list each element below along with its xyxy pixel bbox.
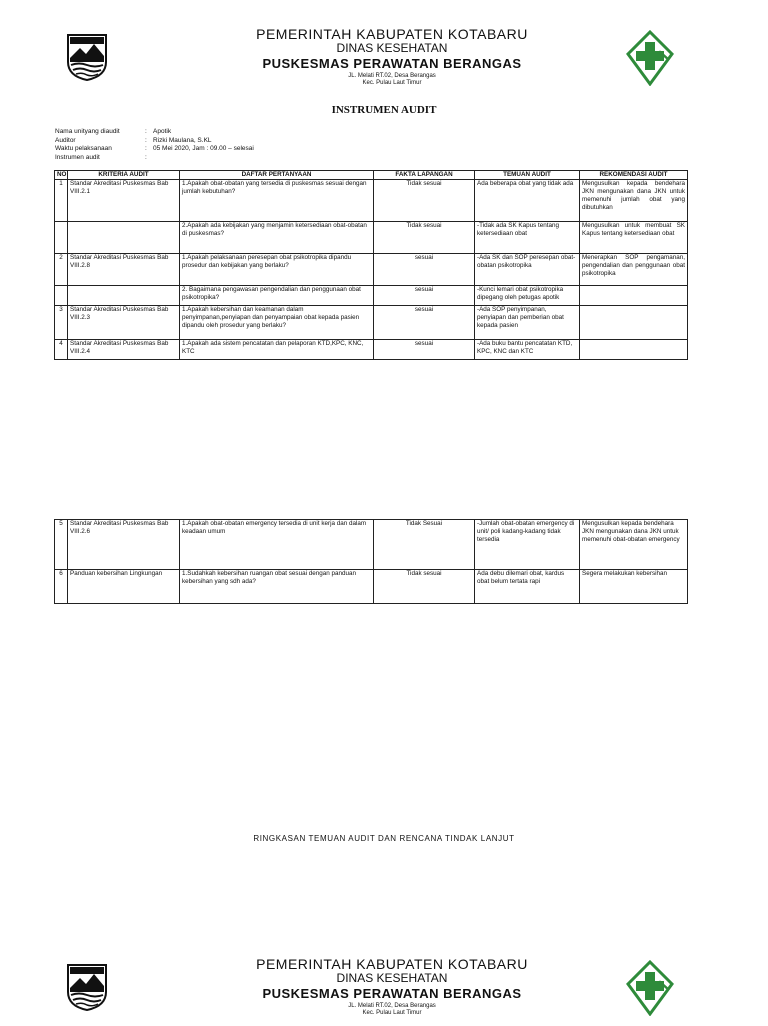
cell-kriteria: Standar Akreditasi Puskesmas Bab VIII.2.1 [68,180,180,222]
cell-no [55,222,68,254]
cell-kriteria: Standar Akreditasi Puskesmas Bab VIII.2.6 [68,520,180,570]
info-label: Auditor [55,136,76,144]
audit-table-continued [54,519,688,604]
table-header-row [55,171,688,180]
audit-table [54,170,688,360]
cell-pertanyaan: 2. Bagaimana pengawasan pengendalian dan penggunaan obat psikotropika? [180,286,374,306]
letterhead-government: PEMERINTAH KABUPATEN KOTABARU [256,26,528,42]
cell-pertanyaan: 1.Apakah obat-obatan yang tersedia di puskesmas sesuai dengan jumlah kebutuhan? [180,180,374,222]
cell-rekomendasi: Mengusulkan kepada bendehara JKN mengunakan dana JKN untuk memenuhi obat-obatan emergency [580,520,688,570]
cell-pertanyaan: 2.Apakah ada kebijakan yang menjamin ketersediaan obat-obatan di puskesmas? [180,222,374,254]
table-row [55,286,688,306]
cell-fakta: sesuai [374,254,475,286]
puskesmas-logo-icon [626,960,674,1016]
cell-fakta: sesuai [374,286,475,306]
cell-kriteria: Standar Akreditasi Puskesmas Bab VIII.2.8 [68,254,180,286]
cell-fakta: Tidak sesuai [374,222,475,254]
cell-fakta: sesuai [374,340,475,360]
header-kriteria: KRITERIA AUDIT [68,171,180,180]
cell-no: 4 [55,340,68,360]
cell-rekomendasi: Menerapkan SOP pengamanan, pengendalian dan penggunaan obat psikotropika [580,254,688,286]
table-row [55,520,688,570]
cell-no [55,286,68,306]
cell-kriteria [68,286,180,306]
summary-heading: RINGKASAN TEMUAN AUDIT DAN RENCANA TINDAK LANJUT [253,834,515,843]
letterhead-bottom [0,956,768,1026]
cell-fakta: Tidak sesuai [374,180,475,222]
header-no: NO [55,171,68,180]
table-row [55,180,688,222]
cell-rekomendasi: Mengusulkan untuk membuat SK Kapus tentang ketersediaan obat [580,222,688,254]
cell-fakta: sesuai [374,306,475,340]
cell-pertanyaan: 1.Sudahkah kebersihan ruangan obat sesuai dengan panduan kebersihan yang sdh ada? [180,570,374,604]
letterhead-address: JL. Melati RT.02, Desa Berangas [348,73,436,79]
cell-no: 2 [55,254,68,286]
info-row [55,145,254,154]
cell-rekomendasi: Mengusulkan kepada bendehara JKN mengunakan dana JKN untuk memenuhi jumlah obat yang dibutuhkan [580,180,688,222]
cell-rekomendasi: Segera melakukan kebersihan [580,570,688,604]
cell-no: 5 [55,520,68,570]
info-label: Waktu pelaksanaan [55,145,112,152]
cell-temuan: -Kunci lemari obat psikotropika dipegang oleh petugas apotik [475,286,580,306]
info-row [55,154,254,163]
letterhead-address: JL. Melati RT.02, Desa Berangas [348,1003,436,1009]
cell-rekomendasi [580,340,688,360]
info-value: Rizki Maulana, S.KL [153,136,212,144]
document-title: INSTRUMEN AUDIT [331,104,437,116]
letterhead-district: Kec. Pulau Laut Timur [362,1010,422,1016]
header-pertanyaan: DAFTAR PERTANYAAN [180,171,374,180]
audit-info [55,128,254,162]
cell-rekomendasi [580,306,688,340]
cell-pertanyaan: 1.Apakah ada sistem pencatatan dan pelaporan KTD,KPC, KNC, KTC [180,340,374,360]
cell-fakta: Tidak Sesuai [374,520,475,570]
cell-rekomendasi [580,286,688,306]
table-row [55,222,688,254]
letterhead-puskesmas: PUSKESMAS PERAWATAN BERANGAS [262,56,522,71]
cell-kriteria: Standar Akreditasi Puskesmas Bab VIII.2.3 [68,306,180,340]
info-separator: : [145,128,147,135]
table-row [55,306,688,340]
cell-kriteria: Standar Akreditasi Puskesmas Bab VIII.2.4 [68,340,180,360]
info-label: Nama unityang diaudit [55,128,120,135]
cell-temuan: -Ada buku bantu pencatatan KTD, KPC, KNC dan KTC [475,340,580,360]
info-separator: : [145,153,147,161]
cell-pertanyaan: 1.Apakah obat-obatan emergency tersedia di unit kerja dan dalam keadaan umum [180,520,374,570]
letterhead-puskesmas: PUSKESMAS PERAWATAN BERANGAS [262,986,522,1001]
cell-temuan: -Ada SK dan SOP peresepan obat-obatan psikotropika [475,254,580,286]
cell-no: 6 [55,570,68,604]
letterhead-district: Kec. Pulau Laut Timur [362,80,422,86]
cell-no: 3 [55,306,68,340]
cell-kriteria: Panduan kebersihan Lingkungan [68,570,180,604]
table-row [55,340,688,360]
puskesmas-logo-icon [626,30,674,86]
info-label: Instrumen audit [55,153,100,161]
info-separator: : [145,145,147,152]
cell-pertanyaan: 1.Apakah pelaksanaan peresepan obat psikotropika dipandu prosedur dan kebijakan yang berlaku? [180,254,374,286]
cell-temuan: Ada beberapa obat yang tidak ada [475,180,580,222]
header-temuan: TEMUAN AUDIT [475,171,580,180]
cell-kriteria [68,222,180,254]
cell-fakta: Tidak sesuai [374,570,475,604]
cell-no: 1 [55,180,68,222]
table-row [55,254,688,286]
info-value: Apotik [153,128,172,135]
letterhead-department: DINAS KESEHATAN [336,41,448,55]
letterhead-government: PEMERINTAH KABUPATEN KOTABARU [256,956,528,972]
info-value: 05 Mei 2020, Jam : 09.00 – selesai [153,145,254,152]
table-row [55,570,688,604]
cell-temuan: -Tidak ada SK Kapus tentang ketersediaan obat [475,222,580,254]
header-rekomendasi: REKOMENDASI AUDIT [580,171,688,180]
info-row [55,128,254,137]
header-fakta: FAKTA LAPANGAN [374,171,475,180]
info-row [55,137,254,146]
cell-temuan: Ada debu dilemari obat, kardus obat belum tertata rapi [475,570,580,604]
cell-pertanyaan: 1.Apakah kebersihan dan keamanan dalam penyimpanan,penyiapan dan penyampaian obat kepada pasien dipandu oleh prosedur yang berlaku? [180,306,374,340]
letterhead-top [0,26,768,96]
cell-temuan: -Ada SOP penyimpanan, penyiapan dan pemberian obat kepada pasien [475,306,580,340]
cell-temuan: -Jumlah obat-obatan emergency di unit/ poli kadang-kadang tidak tersedia [475,520,580,570]
info-separator: : [145,136,147,144]
letterhead-department: DINAS KESEHATAN [336,971,448,985]
